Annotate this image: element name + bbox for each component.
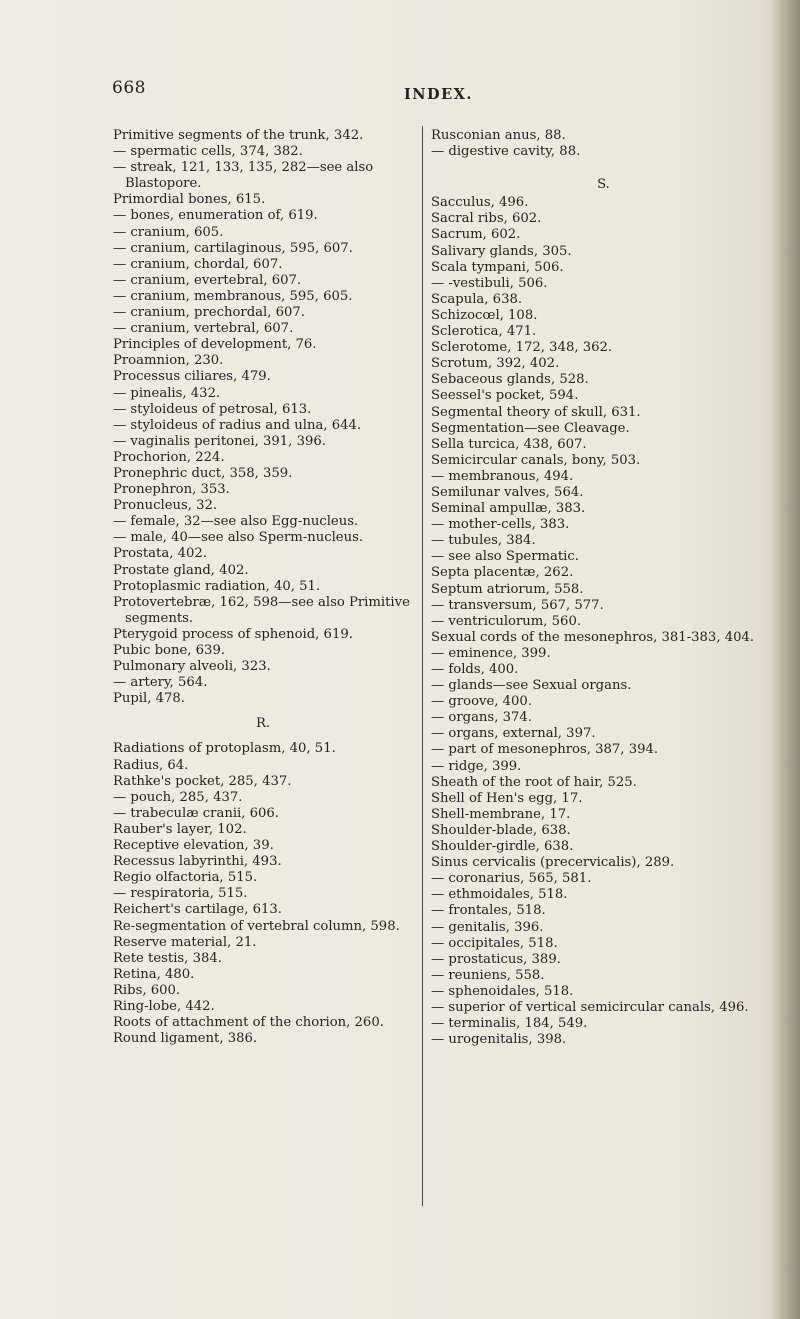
index-entry: — terminalis, 184, 549.	[431, 1016, 588, 1032]
index-entry: — -vestibuli, 506.	[431, 275, 548, 291]
index-entry: — ethmoidales, 518.	[431, 887, 568, 903]
index-entry: — organs, 374.	[431, 710, 532, 726]
index-entry: Processus ciliares, 479.	[113, 369, 271, 385]
index-entry: Regio olfactoria, 515.	[113, 870, 258, 886]
index-entry: Semilunar valves, 564.	[431, 484, 584, 500]
index-entry: — mother-cells, 383.	[431, 517, 570, 533]
index-entry: Scrotum, 392, 402.	[431, 356, 560, 372]
index-entry: Segmentation—see Cleavage.	[431, 420, 630, 436]
index-entry: Roots of attachment of the chorion, 260.	[113, 1015, 384, 1031]
index-entry: Reichert's cartilage, 613.	[113, 902, 282, 918]
column-divider	[422, 126, 423, 1206]
index-entry: — urogenitalis, 398.	[431, 1032, 567, 1048]
index-entry: Ribs, 600.	[113, 982, 181, 998]
section-letter-text: R.	[255, 716, 271, 732]
running-head: INDEX.	[404, 86, 473, 103]
index-entry: Rusconian anus, 88.	[431, 128, 566, 143]
index-entry: Salivary glands, 305.	[431, 243, 572, 259]
index-entry: — glands—see Sexual organs.	[431, 678, 632, 694]
index-entry: — artery, 564.	[113, 675, 208, 691]
index-entry: Seminal ampullæ, 383.	[431, 501, 586, 517]
index-entry: Prostate gland, 402.	[113, 562, 249, 578]
index-entry: — styloideus of radius and ulna, 644.	[113, 417, 362, 433]
page-edge-shadow	[772, 0, 800, 1319]
index-entry: — membranous, 494.	[431, 468, 574, 484]
index-entry: — cranium, evertebral, 607.	[113, 272, 302, 288]
index-entry: Prostata, 402.	[113, 546, 207, 562]
index-entry: — tubules, 384.	[431, 533, 536, 549]
index-entry: Primordial bones, 615.	[113, 192, 266, 208]
index-entry: — female, 32—see also Egg-nucleus.	[113, 514, 359, 530]
index-entry: — ridge, 399.	[431, 758, 522, 774]
index-entry: — eminence, 399.	[431, 645, 551, 661]
index-entry: — transversum, 567, 577.	[431, 597, 604, 613]
index-entry: — reuniens, 558.	[431, 967, 545, 983]
section-letter	[431, 177, 776, 193]
index-entry: — streak, 121, 133, 135, 282—see also Blastopore.	[113, 160, 374, 192]
index-entry: Retina, 480.	[113, 966, 195, 982]
index-entry: Proamnion, 230.	[113, 353, 224, 369]
index-entry: — pinealis, 432.	[113, 385, 221, 401]
index-entry: — cranium, cartilaginous, 595, 607.	[113, 240, 353, 256]
index-entry: Shell-membrane, 17.	[431, 806, 571, 822]
index-entry: Schizocœl, 108.	[431, 307, 538, 323]
index-entry: — digestive cavity, 88.	[431, 144, 581, 160]
index-entry: — bones, enumeration of, 619.	[113, 208, 318, 224]
index-entry: Prochorion, 224.	[113, 449, 225, 465]
index-entry: — respiratoria, 515.	[113, 886, 248, 902]
index-entry: Radius, 64.	[113, 757, 189, 773]
index-entry: Pronephron, 353.	[113, 482, 230, 498]
index-entry: Pronucleus, 32.	[113, 498, 218, 514]
index-entry: Pupil, 478.	[113, 691, 185, 707]
index-entry: — pouch, 285, 437.	[113, 789, 243, 805]
index-entry: Pubic bone, 639.	[113, 643, 226, 658]
index-entry: Rauber's layer, 102.	[113, 821, 247, 837]
index-entry: Segmental theory of skull, 631.	[431, 404, 641, 420]
section-letter-text: S.	[597, 177, 610, 193]
index-entry: Receptive elevation, 39.	[113, 838, 274, 854]
index-entry: — prostaticus, 389.	[431, 951, 561, 967]
index-entry: Round ligament, 386.	[113, 1031, 258, 1047]
index-entry: Scapula, 638.	[431, 291, 523, 307]
index-entry: — groove, 400.	[431, 694, 533, 710]
index-entry: Sebaceous glands, 528.	[431, 372, 589, 388]
index-entry: Sacculus, 496.	[431, 195, 529, 211]
index-entry: — styloideus of petrosal, 613.	[113, 401, 312, 417]
index-column-right	[431, 128, 776, 1048]
index-entry: Recessus labyrinthi, 493.	[113, 854, 282, 870]
index-entry: — trabeculæ cranii, 606.	[113, 805, 280, 821]
index-column-left	[113, 128, 413, 1047]
index-entry: Sclerotica, 471.	[431, 324, 537, 340]
index-entry: Septa placentæ, 262.	[431, 565, 574, 581]
index-entry: — coronarius, 565, 581.	[431, 871, 592, 887]
index-entry: — frontales, 518.	[431, 903, 546, 919]
index-entry: — cranium, vertebral, 607.	[113, 321, 294, 337]
index-entry: Septum atriorum, 558.	[431, 581, 584, 597]
index-entry: — spermatic cells, 374, 382.	[113, 144, 303, 160]
index-entry: Reserve material, 21.	[113, 934, 257, 950]
index-entry: Sexual cords of the mesonephros, 381-383, 404.	[431, 629, 755, 645]
index-entry: Principles of development, 76.	[113, 337, 317, 353]
index-entry: Shoulder-blade, 638.	[431, 822, 571, 838]
index-entry: Shoulder-girdle, 638.	[431, 839, 574, 855]
index-entry: — cranium, 605.	[113, 224, 224, 240]
index-entry: Re-segmentation of vertebral column, 598.	[113, 918, 400, 934]
index-entry: Sinus cervicalis (precervicalis), 289.	[431, 855, 675, 871]
index-entry: — organs, external, 397.	[431, 726, 596, 742]
index-entry: Seessel's pocket, 594.	[431, 388, 579, 404]
index-entry: Sheath of the root of hair, 525.	[431, 774, 637, 790]
index-entry: Rathke's pocket, 285, 437.	[113, 773, 292, 789]
index-entry: — ventriculorum, 560.	[431, 613, 582, 629]
index-entry: — genitalis, 396.	[431, 919, 544, 935]
index-entry: Scala tympani, 506.	[431, 259, 564, 275]
index-entry: — sphenoidales, 518.	[431, 983, 574, 999]
section-letter	[113, 716, 413, 732]
index-entry: — cranium, prechordal, 607.	[113, 305, 305, 321]
index-entry: — folds, 400.	[431, 662, 519, 677]
index-entry: Pulmonary alveoli, 323.	[113, 659, 271, 675]
index-entry: — see also Spermatic.	[431, 549, 579, 565]
index-entry: Sacrum, 602.	[431, 227, 521, 243]
index-entry: Radiations of protoplasm, 40, 51.	[113, 741, 336, 757]
index-entry: Rete testis, 384.	[113, 950, 222, 966]
index-entry: — occipitales, 518.	[431, 935, 558, 951]
index-entry: Shell of Hen's egg, 17.	[431, 790, 583, 806]
index-entry: Sella turcica, 438, 607.	[431, 436, 587, 452]
index-entry: Ring-lobe, 442.	[113, 998, 215, 1014]
index-entry: Protovertebræ, 162, 598—see also Primitive segments.	[113, 594, 410, 626]
index-entry: Sclerotome, 172, 348, 362.	[431, 340, 613, 356]
index-entry: — part of mesonephros, 387, 394.	[431, 742, 659, 758]
index-entry: — cranium, membranous, 595, 605.	[113, 288, 353, 304]
index-entry: Primitive segments of the trunk, 342.	[113, 128, 364, 143]
page-number: 668	[112, 78, 146, 98]
index-entry: Sacral ribs, 602.	[431, 211, 542, 227]
index-entry: Pronephric duct, 358, 359.	[113, 465, 293, 481]
index-entry: — superior of vertical semicircular canals, 496.	[431, 999, 749, 1015]
index-entry: Protoplasmic radiation, 40, 51.	[113, 578, 321, 594]
index-entry: — male, 40—see also Sperm-nucleus.	[113, 530, 364, 546]
index-entry: Pterygoid process of sphenoid, 619.	[113, 626, 353, 642]
index-entry: — vaginalis peritonei, 391, 396.	[113, 433, 326, 449]
index-entry: — cranium, chordal, 607.	[113, 256, 283, 272]
index-entry: Semicircular canals, bony, 503.	[431, 452, 641, 468]
